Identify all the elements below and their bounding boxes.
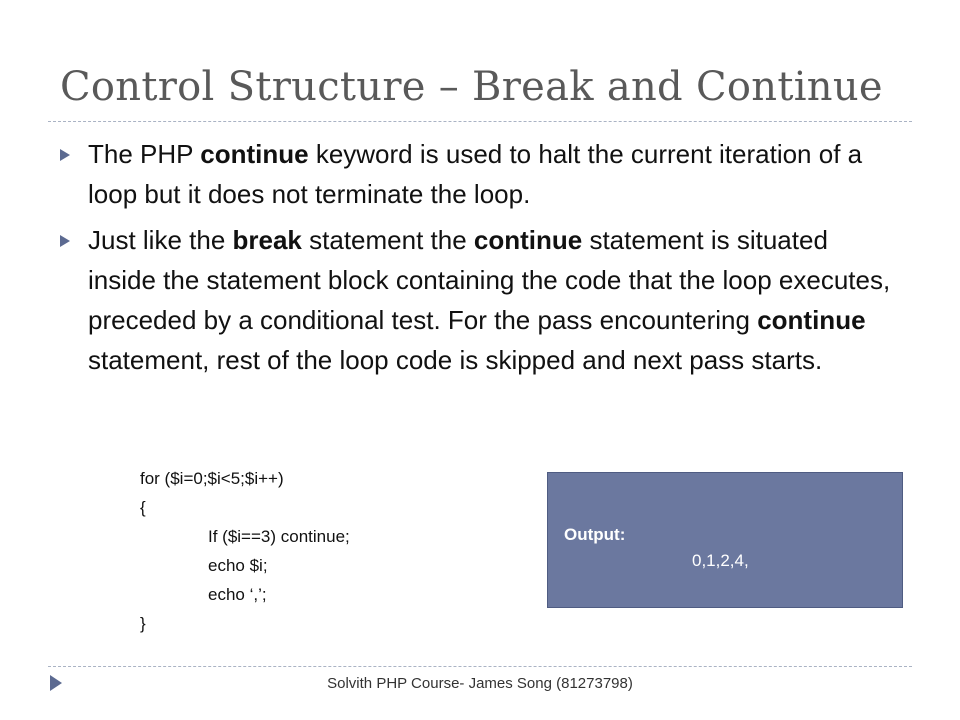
bullet-text-segment: keyword is used to halt the current iteration of a loop but it does not terminate the loop. — [88, 139, 863, 209]
bullet-text-segment: statement, rest of the loop code is skipped and next pass starts. — [88, 345, 823, 375]
output-value: 0,1,2,4, — [692, 551, 749, 570]
bullet-text — [88, 139, 862, 209]
bullet-text-segment: statement is situated inside the statement block containing the code that the loop executes, preceded by a conditional test. For the pass encountering — [88, 225, 891, 335]
keyword-continue: continue — [473, 225, 583, 255]
code-example — [140, 464, 350, 638]
code-line: If ($i==3) continue; — [208, 527, 350, 546]
bullet-item-continue-usage — [60, 220, 900, 380]
code-line: echo $i; — [208, 556, 268, 575]
output-box — [547, 472, 903, 608]
bullet-text-segment: statement the — [301, 225, 474, 255]
bullet-item-continue-definition — [60, 134, 900, 214]
keyword-continue: continue — [757, 305, 866, 335]
bullet-list — [60, 134, 900, 386]
bullet-text — [88, 225, 890, 375]
triangle-bullet-icon — [60, 235, 70, 247]
keyword-break: break — [232, 225, 302, 255]
code-line: { — [140, 498, 146, 517]
triangle-bullet-icon — [60, 149, 70, 161]
code-line: } — [140, 614, 146, 633]
keyword-continue: continue — [200, 139, 309, 169]
title-divider — [48, 121, 912, 122]
bullet-text-segment: The PHP — [88, 139, 201, 169]
slide-title: Control Structure – Break and Continue — [60, 64, 883, 110]
footer-text: Solvith PHP Course- James Song (81273798) — [327, 675, 633, 692]
code-line: for ($i=0;$i<5;$i++) — [140, 469, 284, 488]
code-line: echo ‘,’; — [208, 585, 267, 604]
footer-divider — [48, 666, 912, 667]
bullet-text-segment: Just like the — [88, 225, 233, 255]
output-label: Output: — [564, 525, 626, 544]
